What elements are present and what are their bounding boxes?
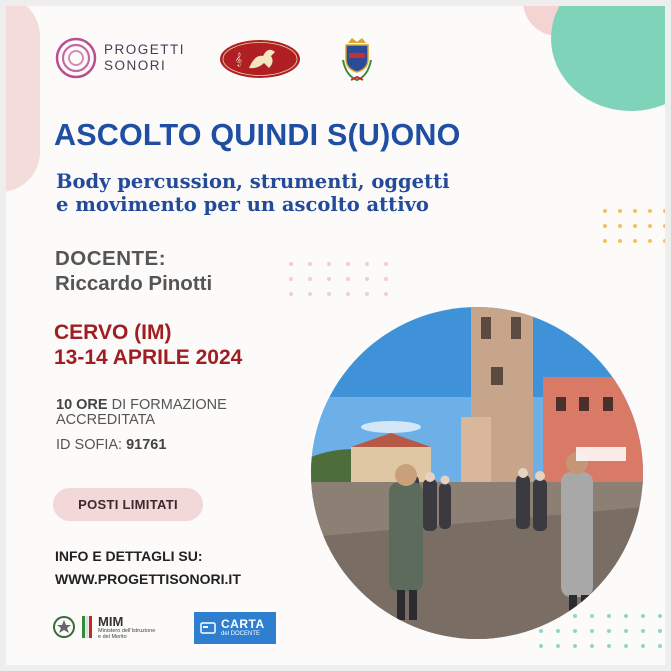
progetti-sonori-line2: SONORI: [104, 58, 167, 73]
sofia-label: ID SOFIA:: [56, 437, 127, 453]
san-giorgio-musica-logo: [219, 39, 301, 79]
decorative-teal-circle: [551, 6, 665, 111]
hours-text: DI FORMAZIONE ACCREDITATA: [56, 397, 227, 428]
municipal-crest-icon: [339, 36, 375, 86]
carta-docente-logo: [194, 612, 276, 644]
mim-logo: [52, 614, 155, 640]
decorative-dots-middle: [289, 262, 388, 296]
training-hours: [56, 398, 266, 428]
poster: [6, 6, 665, 665]
card-icon: [200, 621, 216, 635]
decorative-pink-shape: [6, 6, 40, 192]
progetti-sonori-line1: PROGETTI: [104, 42, 186, 57]
carta-title: CARTA: [221, 617, 265, 631]
mim-subtitle-1: Ministero dell'Istruzione: [98, 627, 156, 634]
website-link[interactable]: WWW.PROGETTISONORI.IT: [55, 571, 241, 587]
info-label: INFO E DETTAGLI SU:: [55, 548, 203, 564]
italian-flag-bar-icon: [82, 614, 92, 640]
posti-limitati-badge: POSTI LIMITATI: [53, 488, 203, 521]
poster-subtitle: [56, 170, 450, 216]
decorative-dots-bottom: [539, 614, 662, 648]
sofia-id: [56, 437, 166, 453]
italian-emblem-icon: [52, 614, 76, 640]
event-photo: [311, 307, 643, 639]
carta-subtitle: del DOCENTE: [221, 631, 261, 637]
hours-value: 10 ORE: [56, 397, 108, 413]
mim-subtitle-2: e del Merito: [98, 633, 127, 640]
poster-title: ASCOLTO QUINDI S(U)ONO: [54, 118, 461, 152]
svg-text:𝄞: 𝄞: [235, 52, 243, 66]
decorative-dots-right: [603, 209, 665, 243]
teacher-name: Riccardo Pinotti: [55, 272, 213, 295]
sofia-value: 91761: [126, 437, 167, 453]
village-square-photo: [311, 307, 643, 639]
teacher-label: DOCENTE:: [55, 247, 167, 270]
progetti-sonori-logo: [54, 36, 185, 80]
event-place: CERVO (IM): [54, 321, 172, 344]
progetti-sonori-swirl-icon: [54, 36, 98, 80]
event-dates: 13-14 APRILE 2024: [54, 346, 243, 369]
mim-title: MIM: [98, 613, 124, 629]
subtitle-line1: Body percussion, strumenti, oggetti: [56, 170, 450, 193]
subtitle-line2: e movimento per un ascolto attivo: [56, 193, 429, 216]
